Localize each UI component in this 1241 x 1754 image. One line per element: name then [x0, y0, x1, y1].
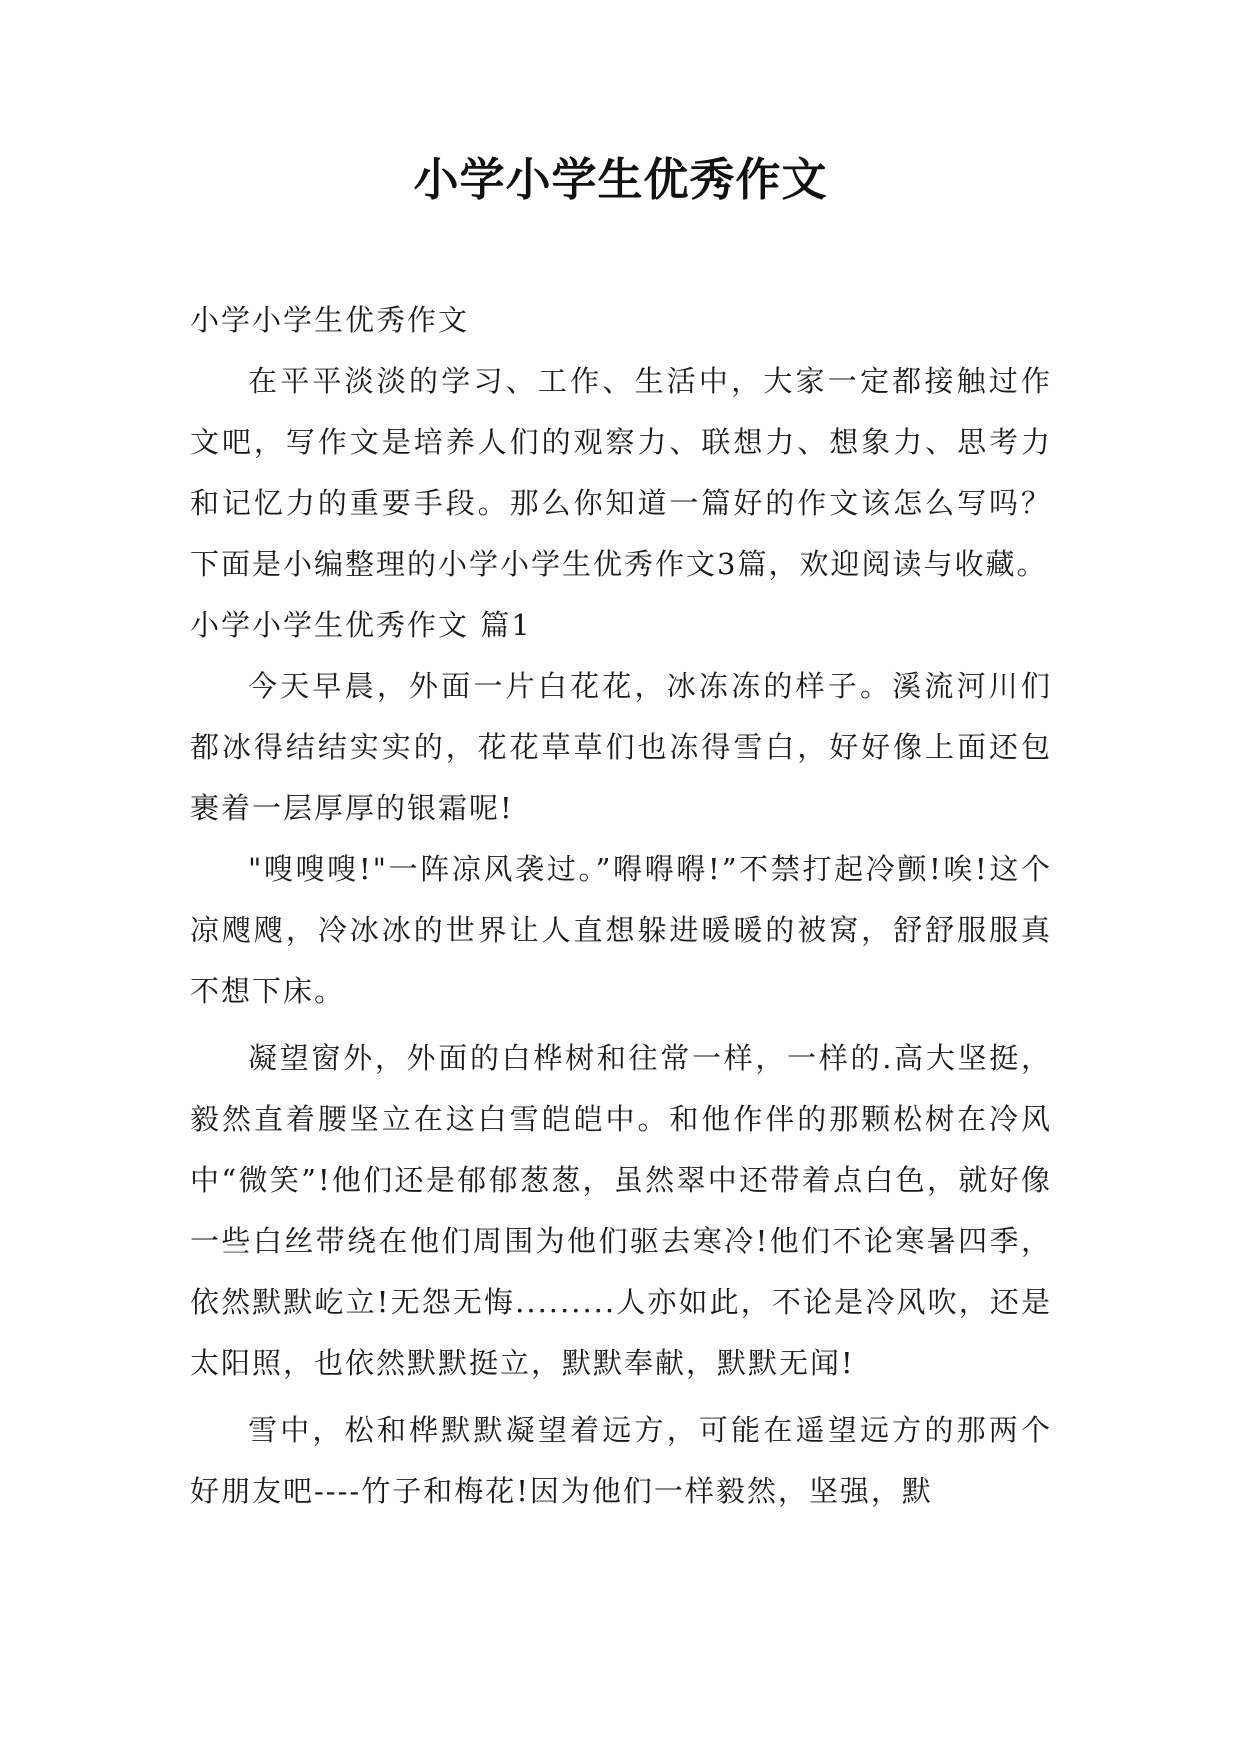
essay-1-paragraph-3: 凝望窗外，外面的白桦树和往常一样，一样的.高大坚挺，毅然直着腰坚立在这白雪皑皑中。和他作伴的那颗松树在冷风中“微笑”!他们还是郁郁葱葱，虽然翠中还带着点白色，就好像一些白丝带绕在他们周围为他们驱去寒冷!他们不论寒暑四季，依然默默屹立!无怨无悔.........人亦如此，不论是冷风吹，还是太阳照，也依然默默挺立，默默奉献，默默无闻!	[190, 1041, 1052, 1380]
intro-paragraph: 在平平淡淡的学习、工作、生活中，大家一定都接触过作文吧，写作文是培养人们的观察力、联想力、想象力、思考力和记忆力的重要手段。那么你知道一篇好的作文该怎么写吗？下面是小编整理的小学小学生优秀作文3篇，欢迎阅读与收藏。	[190, 364, 1052, 581]
essay-1-paragraph-4: 雪中，松和桦默默凝望着远方，可能在遥望远方的那两个好朋友吧----竹子和梅花!因为他们一样毅然，坚强，默	[190, 1413, 1052, 1508]
document-body	[190, 290, 1052, 1522]
essay-1-paragraph-2: "嗖嗖嗖!"一阵凉风袭过。”嘚嘚嘚!”不禁打起冷颤!唉!这个凉飕飕，冷冰冰的世界让人直想躲进暖暖的被窝，舒舒服服真不想下床。	[190, 852, 1052, 1008]
essay-1-paragraph-1: 今天早晨，外面一片白花花，冰冻冻的样子。溪流河川们都冰得结结实实的，花花草草们也冻得雪白，好好像上面还包裹着一层厚厚的银霜呢!	[190, 669, 1052, 825]
intro-heading: 小学小学生优秀作文	[190, 303, 470, 337]
document-title: 小学小学生优秀作文	[413, 153, 828, 206]
essay-1-heading: 小学小学生优秀作文 篇1	[190, 608, 532, 642]
